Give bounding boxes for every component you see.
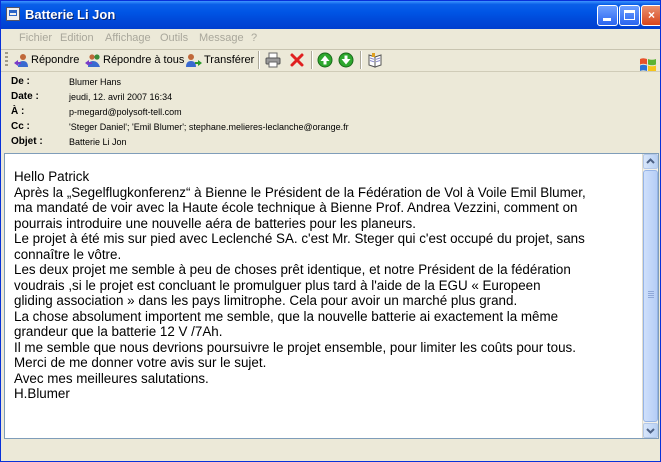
cc-value: 'Steger Daniel'; 'Emil Blumer'; stephane.melieres-leclanche@orange.fr [69,122,349,132]
subject-value: Batterie Li Jon [69,137,127,147]
to-value: p-megard@polysoft-tell.com [69,107,182,117]
minimize-icon [603,18,611,21]
reply-all-button[interactable] [85,51,184,69]
chevron-down-icon [644,424,657,437]
scroll-thumb[interactable] [643,170,658,422]
vertical-scrollbar[interactable] [642,154,658,438]
reply-button[interactable] [13,51,79,69]
toolbar-separator [360,51,362,69]
menu-message[interactable]: Message [199,32,244,44]
scroll-up-button[interactable] [643,154,658,169]
date-value: jeudi, 12. avril 2007 16:34 [69,92,173,102]
cc-label: Cc : [11,121,30,132]
date-label: Date : [11,91,39,102]
title-bar[interactable] [1,1,660,29]
reply-icon [13,52,29,68]
menu-bar [1,29,660,50]
message-body-pane[interactable] [4,153,659,439]
to-label: À : [11,106,25,117]
reply-all-icon [85,52,101,68]
toolbar-separator [258,51,260,69]
toolbar-grip[interactable] [5,52,8,68]
next-icon[interactable] [338,52,354,68]
message-app-icon [6,7,20,21]
message-body-text[interactable]: Hello Patrick Après la „Segelflugkonferenz“ à Bienne le Président de la Fédération de Vol à Voile Emil Blumer, ma mandaté de voir avec la Haute école technique à Bienne Prof. Andrea Vezzini, comment on pourrais introduire une nouvelle aéra de batteries pour les planeurs. Le projet à été mis sur pied avec Leclenché SA. c'est Mr. Steger qui c'est occupé du projet, sans connaître le vôtre. Les deux projet me semble à peu de choses prêt identique, et notre Président de la fédération voudrais ,si le projet est concluant le promulguer plus tard à l'aide de la EGU « Europeen gliding association » dans les pays limitrophe. Cela pour avoir un marché plus grand. La chose absolument importent me semble, que la nouvelle batterie ai exactement la même grandeur que la batterie 12 V /7Ah. Il me semble que nous devrions poursuivre le projet ensemble, pour limiter les coûts pour tous. Merci de me donner votre avis sur le sujet. Avec mes meilleures salutations. H.Blumer [14,169,586,401]
print-icon[interactable] [265,52,281,68]
from-label: De : [11,76,30,87]
subject-label: Objet : [11,136,43,147]
minimize-button[interactable] [597,5,618,26]
maximize-icon [624,10,635,20]
reply-label: Répondre [31,54,80,66]
scroll-grip-icon [648,291,654,299]
scroll-down-button[interactable] [643,423,658,438]
menu-fichier[interactable]: Fichier [19,32,53,44]
forward-button[interactable] [186,51,254,69]
message-headers [1,71,660,154]
close-icon: × [647,8,655,22]
close-button[interactable] [641,5,661,26]
forward-icon [186,52,202,68]
toolbar [1,49,660,71]
menu-outils[interactable]: Outils [160,32,189,44]
from-value: Blumer Hans [69,77,122,87]
forward-label: Transférer [204,54,255,66]
delete-icon[interactable] [289,52,305,68]
chevron-up-icon [644,155,657,168]
toolbar-separator [311,51,313,69]
menu-help[interactable]: ? [251,32,258,44]
menu-edition[interactable]: Edition [60,32,94,44]
menu-affichage[interactable]: Affichage [105,32,151,44]
window-title: Batterie Li Jon [25,7,116,22]
reply-all-label: Répondre à tous [103,54,185,66]
previous-icon[interactable] [317,52,333,68]
address-book-icon[interactable] [367,52,383,68]
maximize-button[interactable] [619,5,640,26]
